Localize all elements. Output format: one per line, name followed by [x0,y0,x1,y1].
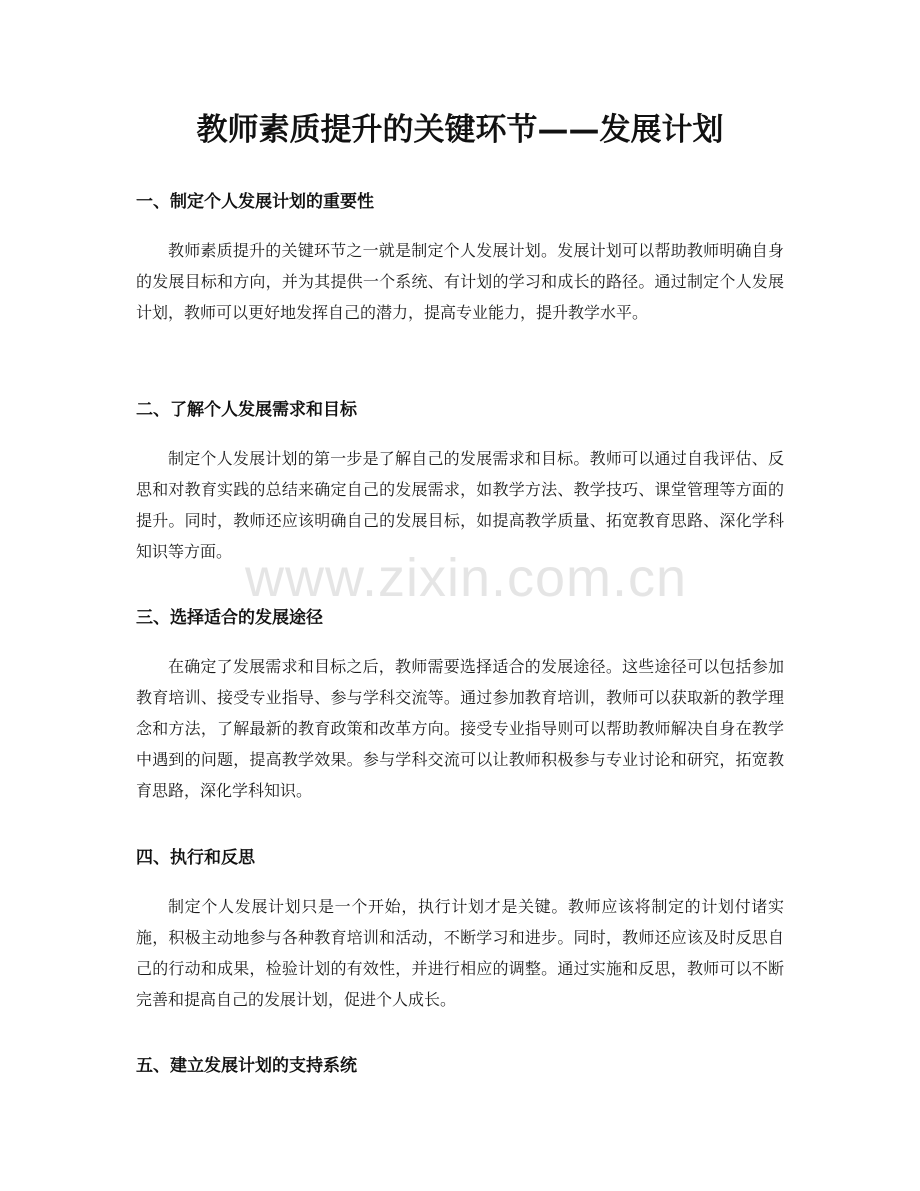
section-heading-3: 三、选择适合的发展途径 [136,608,323,628]
section-paragraph-4: 制定个人发展计划只是一个开始，执行计划才是关键。教师应该将制定的计划付诸实施，积极主动地参与各种教育培训和活动，不断学习和进步。同时，教师还应该及时反思自己的行动和成果，检验计划的有效性，并进行相应的调整。通过实施和反思，教师可以不断完善和提高自己的发展计划，促进个人成长。 [136,897,784,1009]
section-heading-4: 四、执行和反思 [136,848,255,868]
section-paragraph-1: 教师素质提升的关键环节之一就是制定个人发展计划。发展计划可以帮助教师明确自身的发展目标和方向，并为其提供一个系统、有计划的学习和成长的路径。通过制定个人发展计划，教师可以更好地发挥自己的潜力，提高专业能力，提升教学水平。 [136,241,784,322]
section-heading-5: 五、建立发展计划的支持系统 [136,1056,357,1076]
section-heading-1: 一、制定个人发展计划的重要性 [136,192,374,212]
section-heading-2: 二、了解个人发展需求和目标 [136,400,357,420]
section-paragraph-3: 在确定了发展需求和目标之后，教师需要选择适合的发展途径。这些途径可以包括参加教育培训、接受专业指导、参与学科交流等。通过参加教育培训，教师可以获取新的教学理念和方法，了解最新的教育政策和改革方向。接受专业指导则可以帮助教师解决自身在教学中遇到的问题，提高教学效果。参与学科交流可以让教师积极参与专业讨论和研究，拓宽教育思路，深化学科知识。 [136,657,784,800]
document-title: 教师素质提升的关键环节——发展计划 [196,112,724,148]
watermark-text: www.zixin.com.cn [244,548,688,608]
section-paragraph-2: 制定个人发展计划的第一步是了解自己的发展需求和目标。教师可以通过自我评估、反思和对教育实践的总结来确定自己的发展需求，如教学方法、教学技巧、课堂管理等方面的提升。同时，教师还应该明确自己的发展目标，如提高教学质量、拓宽教育思路、深化学科知识等方面。 [136,449,784,561]
